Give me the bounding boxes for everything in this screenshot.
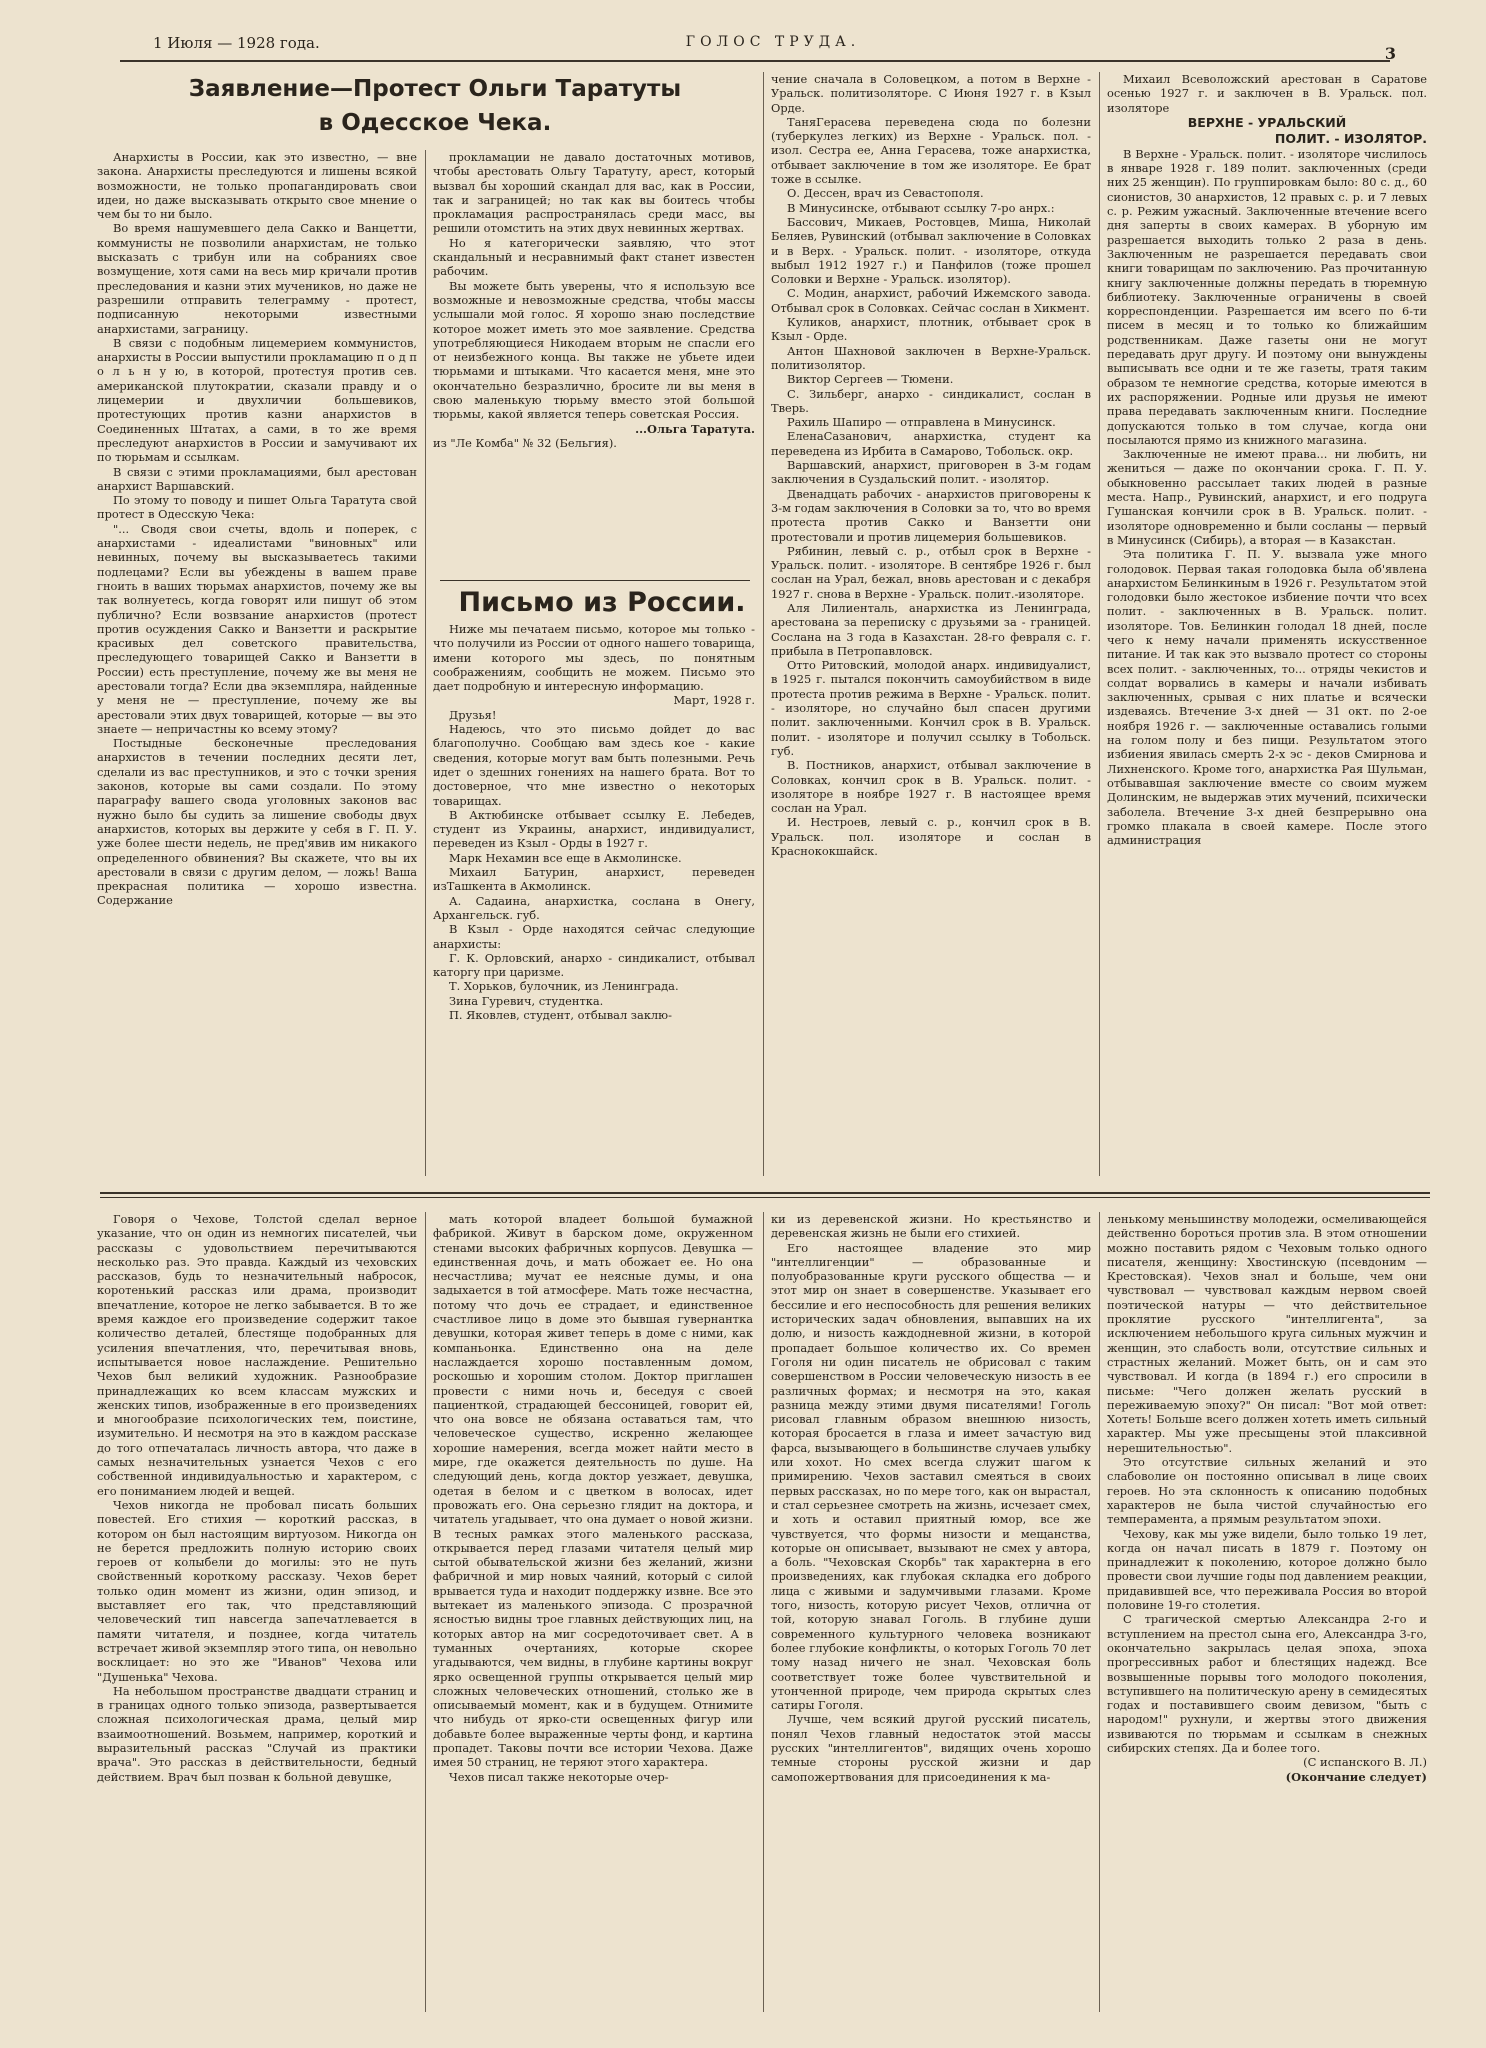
isolator-subhead xyxy=(1107,115,1427,147)
paragraph: Заключенные не имеют права... ни любить, ни жениться — даже по окончании срока. Г. П. У. обыкновенно рассылает таких людей в разные места. Напр., Рувинский, анархист, и его подруга Гушанская кончили срок в В. Уральск. полит. - изоляторе одновременно и были сосланы — первый в Минусинск (Сибирь), а вторая — в Казакстан. xyxy=(1107,447,1427,547)
letter-date: Март, 1928 г. xyxy=(673,693,755,708)
paragraph: Антон Шахновой заключен в Верхне-Уральск. политизолятор. xyxy=(771,343,1091,372)
paragraph: Михаил Всеволожский арестован в Саратове осенью 1927 г. и заключен в В. Уральск. пол. изоляторе xyxy=(1107,72,1427,115)
paragraph: А. Садаина, анархистка, сослана в Онегу, Архангельск. губ. xyxy=(433,893,755,922)
column-divider xyxy=(425,150,426,1176)
paragraph: С трагической смертью Александра 2-го и вступлением на престол сына его, Александра 3-го, окончательно закрылась целая эпоха, эпоха прогрессивных работ и блестящих надежд. Все возвышенные порывы того молодого поколения, вступившего на политическую арену в семидесятых годах и поставившего своим девизом, "быть с народом!" рухнули, и жертвы этого движения извиваются по тюрьмам и ссылкам в снежных сибирских степях. Да и более того. xyxy=(1107,1612,1427,1755)
paragraph: ТаняГерасева переведена сюда по болезни (туберкулез легких) из Верхне - Уральск. пол. - изол. Сестра ее, Анна Герасева, тоже анархистка, отбывает заключение в том же изоляторе. Ее брат тоже в ссылке. xyxy=(771,114,1091,187)
paragraph: В связи с этими прокламациями, был арестован анархист Варшавский. xyxy=(97,464,417,493)
to-be-continued: (Окончание следует) xyxy=(1285,1769,1427,1784)
paragraph: ЕленаСазанович, анархистка, студент ка переведена из Ирбита в Самарово, Тобольск. окр. xyxy=(771,429,1091,458)
newspaper-title: ГОЛОС ТРУДА. xyxy=(685,34,861,50)
paragraph: В Минусинске, отбывают ссылку 7-ро анрх.: xyxy=(787,200,1055,215)
paragraph: Марк Нехамин все еще в Акмолинске. xyxy=(449,850,682,865)
statement-column-2 xyxy=(433,150,755,565)
paragraph: В Верхне - Уральск. полит. - изоляторе числилось в январе 1928 г. 189 полит. заключенных (среди них 25 женщин). По группировкам было: 80 с. д., 60 сионистов, 30 анархистов, 12 правых с. р. и 7 левых с. р. Режим ужасный. Заключенные втечение всего дня заперты в своих камерах. В уборную им разрешается выходить только 2 раза в день. Заключенным не разрешается передавать свои книги товарищам по заключению. Раз прочитанную книгу заключенные должны передать в тюремную библиотеку. Заключенные ограничены в своей корреспонденции. Разрешается им всего по 6-ти писем в месяц и то только ко ближайшим родственникам. Даже газеты они не могут передавать друг другу. И поэтому они вынуждены выписывать все одни и те же газеты, тратя таким образом те немногие средства, которые имеются в их распоряжении. Родные или друзья не имеют права передавать заключенным книги. Последние допускаются только в том случае, когда они посылаются прямо из книжного магазина. xyxy=(1107,146,1427,447)
paragraph: Михаил Батурин, анархист, переведен изТашкента в Акмолинск. xyxy=(433,865,755,894)
paragraph: С. Зильберг, анархо - синдикалист, сослан в Тверь. xyxy=(771,386,1091,415)
paragraph: Надеюсь, что это письмо дойдет до вас благополучно. Сообщаю вам здесь кое - какие сведения, которые могут вам быть полезными. Речь идет о здешних гонениях на нашего брата. Вот то достоверное, что мне известно о некоторых товарищах. xyxy=(433,722,755,808)
paragraph: Во время нашумевшего дела Сакко и Ванцетти, коммунисты не позволили анархистам, не только высказать с трибун или на собраниях свое возмущение, хотя сами на весь мир кричали против преследования и казни этих мучеников, но даже не разрешили отправить телеграмму - протест, подписанную некоторыми известными анархистами, заграницу. xyxy=(97,221,417,336)
chekhov-column-2 xyxy=(433,1212,753,2012)
paragraph: Лучше, чем всякий другой русский писатель, понял Чехов главный недостаток этой массы русских "интеллигентов", видящих очень хорошо темные стороны русской жизни и дар самопожертвования для присоединения к ма- xyxy=(771,1712,1091,1784)
section-divider-rule xyxy=(100,1192,1430,1194)
paragraph: В Актюбинске отбывает ссылку Е. Лебедев, студент из Украины, анархист, индивидуалист, переведен из Кзыл - Орды в 1927 г. xyxy=(433,807,755,851)
section-divider-rule-thin xyxy=(100,1197,1430,1198)
chekhov-column-4 xyxy=(1107,1212,1427,2012)
column-divider xyxy=(1099,1212,1100,2012)
paragraph: Говоря о Чехове, Толстой сделал верное указание, что он один из немногих писателей, чьи рассказы с удовольствием перечитываются несколько раз. Это правда. Каждый из чеховских рассказов, будь то незначительный набросок, коротенький рассказ или драма, производит впечатление, которое не легко забывается. В то же время каждое его произведение содержит такое количество деталей, блестяще подобранных для усиления впечатления, что, перечитывая вновь, испытывается новое наслаждение. Решительно Чехов был великий художник. Разнообразие принадлежащих ко всем классам мужских и женских типов, изображенные в его произведениях и многообразие психологических тем, поистине, изумительно. И несмотря на это в каждом рассказе до того отпечаталась личность автора, что даже в самых незначительных узнается Чехов с его собственной индивидуальностью и характером, с его пониманием людей и вещей. xyxy=(97,1212,417,1498)
paragraph: Чехов никогда не пробовал писать больших повестей. Его стихия — короткий рассказ, в котором он был настоящим виртуозом. Никогда он не берется предложить полную историю своих героев от колыбели до могилы: это не путь свойственный короткому рассказу. Чехов берет только один момент из жизни, один эпизод, и выставляет его так, что представляющий человеческий тип навсегда запечатлевается в памяти читателя, и позднее, когда читатель встречает живой экземпляр этого типа, он невольно восклицает: но это же "Иванов" Чехова или "Душенька" Чехова. xyxy=(97,1497,417,1684)
paragraph: В связи с подобным лицемерием коммунистов, анархисты в России выпустили прокламацию п о д п о л ь н у ю, в которой, протестуя против сев. американской плутократии, сказали правду и о лицемерии и двухличии большевиков, протестующих против казни анархистов в Соединенных Штатах, а сами, в то же время преследуют анархистов в России и замучивают их по тюрьмам и ссылкам. xyxy=(97,335,417,465)
paragraph: Двенадцать рабочих - анархистов приговорены к 3-м годам заключения в Соловки за то, что во время протеста против Сакко и Ванзетти они протестовали и против лицемерия большевиков. xyxy=(771,486,1091,544)
column-divider xyxy=(763,72,764,1176)
paragraph: П. Яковлев, студент, отбывал заклю- xyxy=(449,1008,672,1023)
statement-title-line1: Заявление—Протест Ольги Таратуты xyxy=(188,76,682,102)
paragraph: Чехову, как мы уже видели, было только 19 лет, когда он начал писать в 1879 г. Поэтому он принадлежит к поколению, которое должно было провести свои лучшие годы под давлением реакции, придавившей все, что переживала Россия во второй половине 19-го столетия. xyxy=(1107,1526,1427,1613)
letter-column-3 xyxy=(1107,72,1427,1176)
paragraph: Г. К. Орловский, анархо - синдикалист, отбывал каторгу при царизме. xyxy=(433,950,755,980)
issue-date: 1 Июля — 1928 года. xyxy=(153,34,320,52)
paragraph: прокламации не давало достаточных мотивов, чтобы арестовать Ольгу Таратуту, арест, который вызвал бы хороший скандал для вас, как в России, так и заграницей; но так как вы боитесь чтобы прокламация распространялась среди масс, вы решили отомстить на этих двух невинных жертвах. xyxy=(433,150,755,236)
page-number: 3 xyxy=(1384,44,1396,63)
paragraph: Но я категорически заявляю, что этот скандальный и несравнимый факт станет известен рабочим. xyxy=(433,235,755,279)
article-source: (С испанского В. Л.) xyxy=(1303,1755,1427,1770)
statement-title-block xyxy=(97,72,757,134)
statement-signature: ...Ольга Таратута. xyxy=(635,421,755,436)
paragraph: Анархисты в России, как это известно, — вне закона. Анархисты преследуются и лишены всякой возможности, не только пропагандировать свои идеи, но даже высказывать открыто свое мнение о чем бы то ни было. xyxy=(97,150,417,222)
statement-column-1 xyxy=(97,150,417,1174)
statement-title-line2: в Одесское Чека. xyxy=(318,110,552,134)
paragraph: С. Модин, анархист, рабочий Ижемского завода. Отбывал срок в Соловках. Сейчас сослан в Хикмент. xyxy=(771,286,1091,315)
letter-column-2 xyxy=(771,72,1091,1176)
paragraph: Эта политика Г. П. У. вызвала уже много голодовок. Первая такая голодовка была об'явлена анархистом Белинкиным в 1926 г. Результатом этой голодовки было жестокое избиение почти что всех полит. - заключенных в В. Уральск. полит. изоляторе. Тов. Белинкин голодал 18 дней, после чего к нему начали применять искусственное питание. И так как это вызвало протест со стороны всех полит. - заключенных, то... отряды чекистов и солдат ворвались в камеры и начали избивать заключенных, срывая с них платье и всячески издеваясь. Втечение 3-х дней — 31 окт. по 2-ое ноября 1926 г. — заключенные оставались голыми на голом полу и без пищи. Результатом этого избиения явилась смерть 2-х эс - деков Смирнова и Лихненского. Кроме того, анархистка Рая Шульман, отбывавшая заключение вместе со своим мужем Долинским, не выдержав этих мучений, психически заболела. Втечение 3-х дней безпрерывно она громко плакала в своей камере. После этого администрация xyxy=(1107,547,1427,848)
paragraph: На небольшом пространстве двадцати страниц и в границах одного только эпизода, развертывается сложная психологическая драма, целый мир взаимоотношений. Возьмем, например, короткий и выразительный рассказ "Случай из практики врача". Это рассказ в действительности, бедный действием. Врач был позван к больной девушке, xyxy=(97,1683,417,1784)
letter-intro: Ниже мы печатаем письмо, которое мы только - что получили из России от одного нашего товарища, имени которого мы здесь, по понятным соображениям, сообщить не можем. Письмо это дает подробную и интересную информацию. xyxy=(433,622,755,694)
paragraph: Отто Ритовский, молодой анарх. индивидуалист, в 1925 г. пытался покончить самоубийством в виде протеста против режима в Верхне - Уральск. полит. - изоляторе, но случайно был спасен другими полит. заключенными. Кончил срок в В. Уральск. полит. - изоляторе и получил ссылку в Тобольск. губ. xyxy=(771,658,1091,758)
letter-column-1 xyxy=(433,584,755,1176)
paragraph: В Кзыл - Орде находятся сейчас следующие анархисты: xyxy=(433,922,755,951)
paragraph: чение сначала в Соловецком, а потом в Верхне - Уральск. политизоляторе. С Июня 1927 г. в Кзыл Орде. xyxy=(771,72,1091,115)
paragraph: Вы можете быть уверены, что я использую все возможные и невозможные средства, чтобы массы услышали мой голос. Я хорошо знаю последствие которое может иметь это мое заявление. Средства употребляющиеся Никодаем вторым не спасли его от неизбежного конца. Вы также не убьете идеи тюрьмами и штыками. Что касается меня, мне это окончательно безразлично, бросите ли вы меня в свою маленькую тюрьму вместо этой большой тюрьмы, какой является теперь советская Россия. xyxy=(433,278,755,422)
paragraph: мать которой владеет большой бумажной фабрикой. Живут в барском доме, окруженном стенами высоких фабричных корпусов. Девушка — единственная дочь, и мать обожает ее. Но она несчастлива; мучат ее неясные думы, и она задыхается в той атмосфере. Мать тоже несчастна, потому что дочь ее страдает, и единственное счастливое лицо в доме это бывшая гувернантка девушки, которая живет теперь в доме с ними, как компаньонка. Единственно она на деле наслаждается хорошо поставленным домом, роскошью и хорошим столом. Доктор приглашен провести с ними ночь и, беседуя с своей пациенткой, страдающей бессоницей, говорит ей, что она вовсе не обязана оставаться там, что человеческое существо, искренно желающее хорошие намерения, всегда может найти место в мире, где окажется деятельность по душе. На следующий день, когда доктор уезжает, девушка, одетая в белом и с цветком в волосах, идет провожать его. Она серьезно глядит на доктора, и читатель угадывает, что она думает о новой жизни. В тесных рамках этого маленького рассказа, открывается перед глазами читателя целый мир сытой обывательской жизни без желаний, жизни фабричной и мир новых чаяний, который с силой врывается туда и находит поддержку извне. Все это вытекает из маленького эпизода. С прозрачной ясностью видны трое главных действующих лиц, на которых автор на миг сосредоточивает свет. А в туманных очертаниях, которые скорее угадываются, чем видны, в глубине картины вокруг ярко освещенной группы открывается целый мир сложных человеческих отношений, столько же в описываемый момент, как и в будущем. Отнимите что нибудь от ярко-сти освещенных фигур или добавьте более выраженные черты фонд, и картина пропадет. Таковы почти все истории Чехова. Даже имея 50 страниц, не теряют этого характера. xyxy=(433,1212,753,1770)
paragraph: ки из деревенской жизни. Но крестьянство и деревенская жизнь не были его стихией. xyxy=(771,1212,1091,1241)
statement-source: из "Ле Комба" № 32 (Бельгия). xyxy=(433,435,617,450)
paragraph: И. Нестроев, левый с. р., кончил срок в В. Уральск. пол. изоляторе и сослан в Краснококшайск. xyxy=(771,815,1091,859)
paragraph: Аля Лилиенталь, анархистка из Ленинграда, арестована за переписку с друзьями за - границей. Сослана на 3 года в Казахстан. 28-го февраля с. г. прибыла в Петропавловск. xyxy=(771,600,1091,658)
section-rule xyxy=(440,580,750,581)
paragraph: Зина Гуревич, студентка. xyxy=(449,993,604,1008)
column-divider xyxy=(425,1212,426,2012)
paragraph: Т. Хорьков, булочник, из Ленинграда. xyxy=(449,979,679,994)
paragraph: Чехов писал также некоторые очер- xyxy=(449,1769,669,1784)
paragraph: Куликов, анархист, плотник, отбывает срок в Кзыл - Орде. xyxy=(771,315,1091,344)
paragraph: О. Дессен, врач из Севастополя. xyxy=(787,186,984,201)
paragraph: По этому то поводу и пишет Ольга Таратута свой протест в Одесскую Чека: xyxy=(97,493,417,522)
paragraph: Виктор Сергеев — Тюмени. xyxy=(787,372,954,387)
paragraph: В. Постников, анархист, отбывал заключение в Соловках, кончил срок в В. Уральск. полит. - изоляторе в ноябре 1927 г. В настоящее время сослан на Урал. xyxy=(771,758,1091,816)
column-divider xyxy=(763,1212,764,2012)
subhead-line-2: ПОЛИТ. - ИЗОЛЯТОР. xyxy=(1274,130,1427,146)
paragraph: Постыдные бесконечные преследования анархистов в течении последних десяти лет, сделали из вас преступников, и это с точки зрения законов, которые вы сами создали. По этому параграфу вашего свода уголовных законов вас нужно было бы судить за лишение свободы двух анархистов, которых вы держите у себя в Г. П. У. уже более шести недель, не пред'явив им никакого определенного обвинения? Вы скажете, что вы их арестовали в связи с другим делом, — ложь! Ваша прекрасная политика — хорошо известна. Содержание xyxy=(97,736,417,908)
header-rule xyxy=(120,60,1390,62)
paragraph: Варшавский, анархист, приговорен в 3-м годам заключения в Суздальский полит. - изолятор. xyxy=(771,458,1091,487)
paragraph: Рахиль Шапиро — отправлена в Минусинск. xyxy=(787,415,1056,430)
paragraph: Это отсутствие сильных желаний и это слабоволие он постоянно описывал в лице своих героев. Но эта склонность к описанию подобных характеров не была чистой случайностью его темперамента, а прямым результатом эпохи. xyxy=(1107,1455,1427,1527)
page-header xyxy=(150,30,1396,62)
paragraph: Его настоящее владение это мир "интеллигенции" — образованные и полуобразованные круги русского общества — и этот мир он знает в совершенстве. Указывает его бессилие и его неспособность для решения великих исторических задач обновления, выпавших на их долю, и низость каждодневной жизни, в которой пропадает большое количество их. Со времен Гоголя ни один писатель не обрисовал с таким совершенством в России человеческую низость в ее различных формах; и несмотря на это, какая разница между этими двумя писателями! Гоголь рисовал главным образом внешнюю низость, которая бросается в глаза и имеет зачастую вид фарса, вызывающего в большинстве случаев улыбку или хохот. Но смех всегда служит шагом к примирению. Чехов заставил смеяться в своих первых рассказах, но по мере того, как он вырастал, и стал серьезнее смотреть на жизнь, исчезает смех, и хоть и оставил приятный юмор, все же чувствуется, что формы низости и мещанства, которые он описывает, вызывают не смех у автора, а боль. "Чеховская Скорбь" так характерна в его произведениях, как глубокая складка его доброго лица с живыми и задумчивыми глазами. Кроме того, низость, которую рисует Чехов, отлична от той, которую знавал Гоголь. В глубине души современного культурного человека возникают более глубокие конфликты, о которых Гоголь 70 лет тому назад ничего не знал. Чеховская боль соответствует тоже более чувствительной и утонченной природе, чем природа скрытых слез сатиры Гоголя. xyxy=(771,1240,1091,1713)
chekhov-column-3 xyxy=(771,1212,1091,2012)
column-divider xyxy=(1099,72,1100,1176)
paragraph: ленькому меньшинству молодежи, осмеливающейся действенно бороться против зла. В этом отношении можно поставить рядом с Чеховым только одного писателя, женщину: Хвостинскую (псевдоним — Крестовская). Чехов знал и больше, чем они чувствовал — чувствовал каждым нервом своей поэтической натуры — что действительное проклятие русского "интеллигента", за исключением небольшого круга сильных мужчин и женщин, это слабость воли, отсутствие сильных и страстных желаний. Может быть, он и сам это чувствовал. И когда (в 1894 г.) его спросили в письме: "Чего должен желать русский в переживаемую эпоху?" Он писал: "Вот мой ответ: Хотеть! Больше всего должен хотеть иметь сильный характер. Мы уже пресыщены этой плаксивной нерешительностью". xyxy=(1107,1212,1427,1455)
letter-greeting: Друзья! xyxy=(449,707,497,722)
chekhov-column-1 xyxy=(97,1212,417,2012)
paragraph: Бассович, Микаев, Ростовцев, Миша, Николай Беляев, Рувинский (отбывал заключение в Соловках и в Верх. - Уральск. полит. - изоляторе, откуда выбыл 1912 1927 г.) и Панфилов (тоже прошел Соловки и Верхне - Уральск. изолятор). xyxy=(771,214,1091,287)
letter-title: Письмо из России. xyxy=(458,587,746,618)
paragraph: "... Сводя свои счеты, вдоль и поперек, с анархистами - идеалистами "виновных" или невинных, почему вы высказываетесь такими подлецами? Если вы убеждены в вашем праве гноить в ваших тюрьмах анархистов, почему же вы так волнуетесь, когда говорят или пишут об этом публично? Если возвзание анархистов (протест против осуждения Сакко и Ванзетти и раскрытие красивых дел советского правительства, преследующего товарищей Сакко и Ванзетти в России) есть преступление, почему же вы меня не арестовали тогда? Если два экземпляра, найденные у меня не — преступление, почему же вы арестовали этих двух товарищей, которые — вы это знаете — непричастны ко всему этому? xyxy=(97,521,417,736)
subhead-line-1: ВЕРХНЕ - УРАЛЬСКИЙ xyxy=(1187,114,1347,130)
paragraph: Рябинин, левый с. р., отбыл срок в Верхне - Уральск. полит. - изоляторе. В сентябре 1926 г. был сослан на Урал, бежал, вновь арестован и с декабря 1927 г. снова в Верхне - Уральск. полит.-изоляторе. xyxy=(771,543,1091,601)
